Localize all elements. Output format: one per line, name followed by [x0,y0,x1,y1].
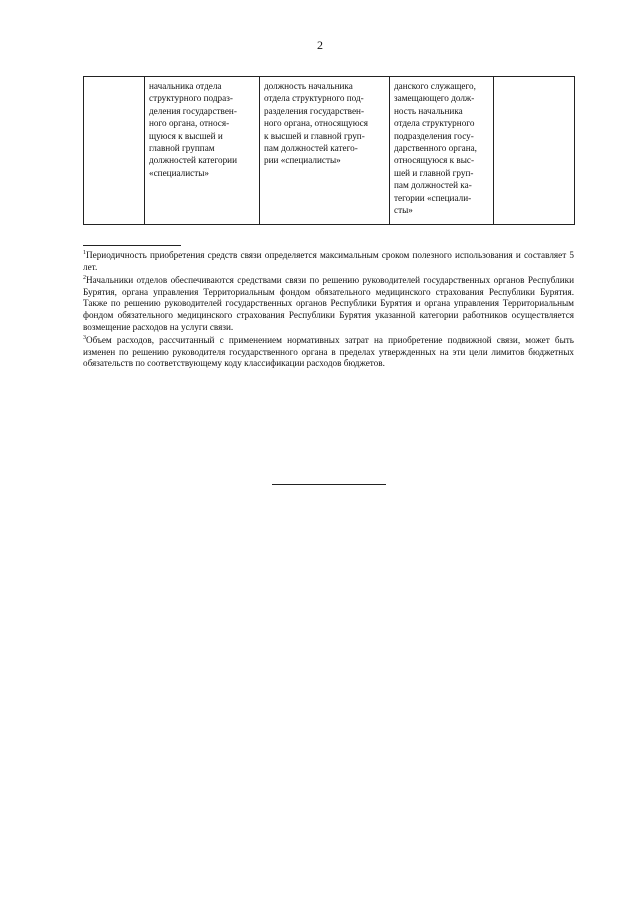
table-cell [494,77,575,225]
footnote-3 [83,335,574,370]
footnote-separator [83,245,181,246]
table-cell: данского служащего, замещающего долж- ность начальника отдела структурного подразделения госу- дарственного органа, относящуюся к выс- шей и главной груп- пам должностей ка- тегории «специали- сты» [390,77,494,225]
page-number: 2 [317,38,323,52]
footnote-text: Объем расходов, рассчитанный с применением нормативных затрат на приобретение подвижной связи, может быть изменен по решению руководителя государственного органа в пределах утвержденных на эти цели лимитов бюджетных обязательств по соответствующему коду классификации расходов бюджетов. [83,335,574,369]
footnote-1 [83,250,574,273]
table-cell: начальника отдела структурного подраз- деления государствен- ного органа, относя- щуюся к высшей и главной группам должностей категории «специалисты» [145,77,260,225]
footnote-2 [83,275,574,333]
footnote-text: Периодичность приобретения средств связи определяется максимальным сроком полезного использования и составляет 5 лет. [83,250,574,272]
table-row [84,77,575,225]
footnote-mark: 3 [83,335,86,342]
footnote-mark: 2 [83,275,86,282]
table-cell: должность начальника отдела структурного под- разделения государствен- ного органа, относящуюся к высшей и главной груп- пам должностей катего- рии «специалисты» [260,77,390,225]
footnote-text: Начальники отделов обеспечиваются средствами связи по решению руководителей государственных органов Республики Бурятия, органа управления Территориальным фондом обязательного медицинского страхования Республики Бурятия. Также по решению руководителей государственных органов Республики Бурятия и органа управления Территориальным фондом обязательного медицинского страхования Республики Бурятия указанной категории работников осуществляется возмещение расходов на услуги связи. [83,275,574,332]
continuation-table [83,76,575,225]
end-of-document-line [272,484,386,485]
footnotes [83,250,574,372]
table-cell [84,77,145,225]
footnote-mark: 1 [83,250,86,256]
